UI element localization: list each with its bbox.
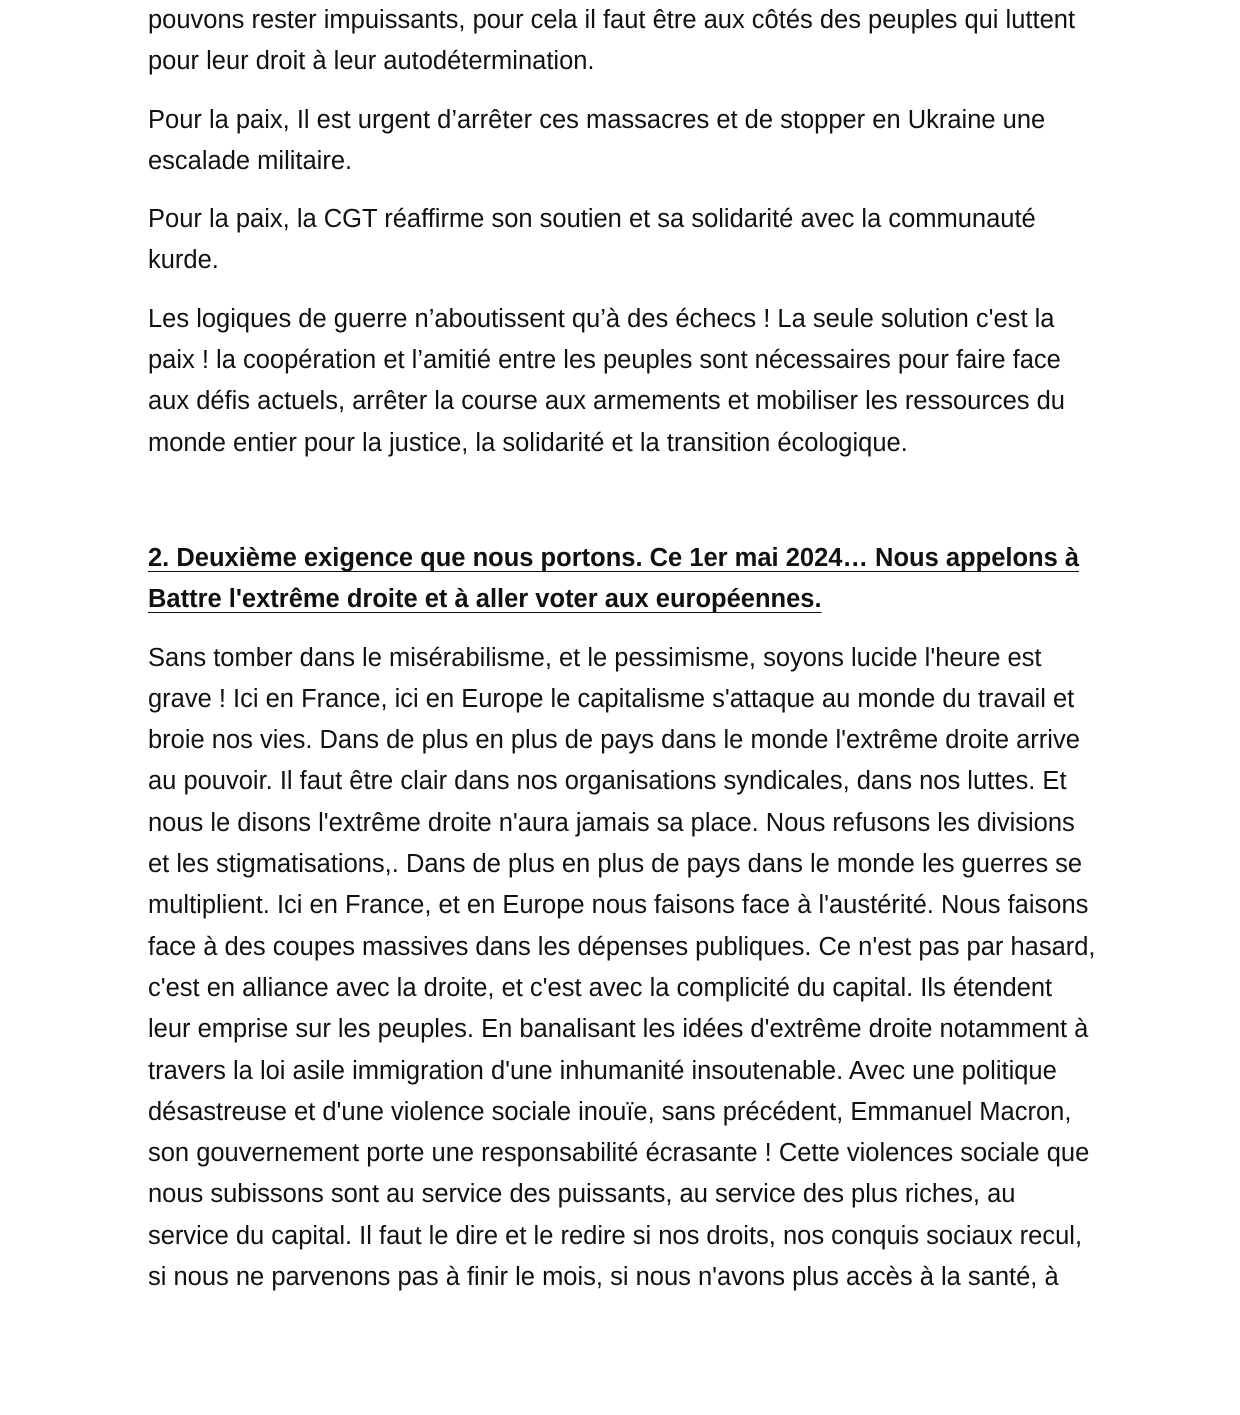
paragraph-spacer <box>148 182 1098 199</box>
paragraph-far-right: Sans tomber dans le misérabilisme, et le pessimisme, soyons lucide l'heure est grave ! Ici en France, ici en Europe le capitalisme s'attaque au monde du travail et broie nos vies. Dans de plus en plus de pays dans le monde l'extrême droite arrive au pouvoir. Il faut être clair dans nos organisations syndicales, dans nos luttes. Et nous le disons l'extrême droite n'aura jamais sa place. Nous refusons les divisions et les stigmatisations,. Dans de plus en plus de pays dans le monde les guerres se multiplient. Ici en France, et en Europe nous faisons face à l'austérité. Nous faisons face à des coupes massives dans les dépenses publiques. Ce n'est pas par hasard, c'est en alliance avec la droite, et c'est avec la complicité du capital. Ils étendent leur emprise sur les peuples. En banalisant les idées d'extrême droite notamment à travers la loi asile immigration d'une inhumanité insoutenable. Avec une politique désastreuse et d'une violence sociale inouïe, sans précédent, Emmanuel Macron, son gouvernement porte une responsabilité écrasante ! Cette violences sociale que nous subissons sont au service des puissants, au service des plus riches, au service du capital. Il faut le dire et le redire si nos droits, nos conquis sociaux recul, si nous ne parvenons pas à finir le mois, si nous n'avons plus accès à la santé, à <box>148 643 1096 1292</box>
paragraph-ukraine: Pour la paix, Il est urgent d’arrêter ces massacres et de stopper en Ukraine une escalade militaire. <box>148 105 1046 175</box>
paragraph-kurdish-solidarity: Pour la paix, la CGT réaffirme son soutien et sa solidarité avec la communauté kurde. <box>148 205 1036 275</box>
paragraph-peace-cooperation: Les logiques de guerre n’aboutissent qu’à des échecs ! La seule solution c'est la paix ! la coopération et l’amitié entre les peuples sont nécessaires pour faire face aux défis actuels, arrêter la course aux armements et mobiliser les ressources du monde entier pour la justice, la solidarité et la transition écologique. <box>148 304 1065 457</box>
paragraph-spacer <box>148 621 1098 638</box>
paragraph-spacer <box>148 282 1098 299</box>
paragraph-spacer <box>148 83 1098 100</box>
paragraph-self-determination: pouvons rester impuissants, pour cela il faut être aux côtés des peuples qui luttent pour leur droit à leur autodétermination. <box>148 6 1076 76</box>
section-spacer <box>148 464 1098 538</box>
document-body <box>148 0 1098 1298</box>
section-heading: 2. Deuxième exigence que nous portons. Ce 1er mai 2024… Nous appelons à Battre l'extrême droite et à aller voter aux européennes. <box>148 543 1080 614</box>
